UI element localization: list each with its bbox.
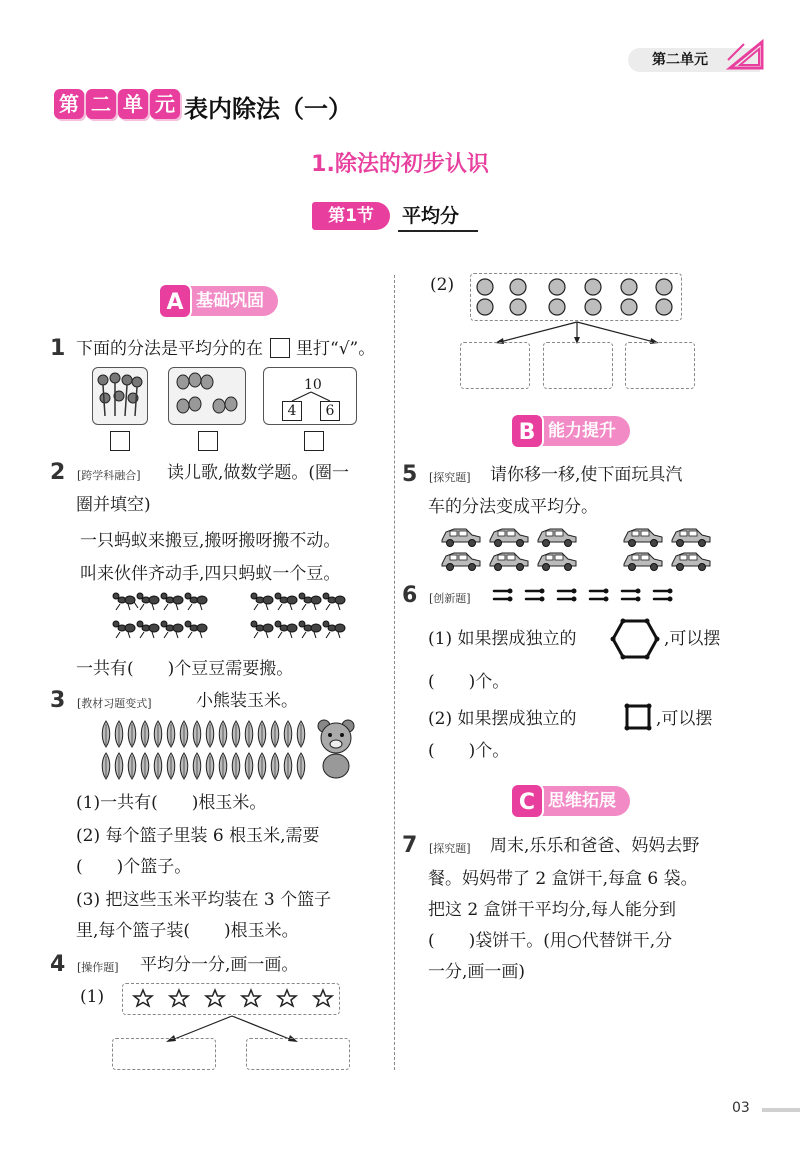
q4-circles-box [470, 273, 682, 321]
q7-line4: ( )袋饼干。(用○代替饼干,分 [428, 931, 673, 951]
circle-icon [585, 299, 601, 315]
q1-picture-flowers [92, 367, 148, 425]
q3-part3a: (3) 把这些玉米平均装在 3 个篮子 [76, 890, 332, 910]
section-a-letter: A [158, 283, 192, 319]
q1-answer-box-3[interactable] [304, 431, 324, 451]
circle-grid [471, 274, 680, 319]
star-icon [314, 990, 332, 1006]
circle-icon [656, 279, 672, 295]
q2-tag: [跨学科融合] [77, 469, 141, 482]
circle-icon [621, 279, 637, 295]
circle-icon [477, 299, 493, 315]
q4-part1-answer-box-2[interactable] [246, 1038, 350, 1070]
q1-tree-left: 4 [282, 401, 302, 421]
section-c-badge [510, 786, 630, 816]
header-unit-label: 第二单元 [652, 52, 708, 68]
q3-number: 3 [50, 688, 66, 713]
unit-title: 表内除法（一） [184, 95, 352, 123]
unit-badge-char: 二 [86, 89, 116, 119]
q1-text-after: 里打“√”。 [296, 339, 376, 359]
q1-picture-pears [168, 367, 246, 425]
square-icon [624, 703, 652, 731]
q6-part1c: ( )个。 [428, 672, 510, 692]
q5-line2: 车的分法变成平均分。 [428, 497, 598, 517]
q4-text: 平均分一分,画一画。 [140, 955, 299, 975]
q5-line1: 请你移一移,使下面玩具汽 [490, 465, 683, 485]
ant-group-left [110, 588, 210, 644]
q7-tag: [探究题] [429, 842, 471, 855]
corn-rows [100, 720, 310, 782]
q3-tag: [教材习题变式] [77, 697, 152, 710]
q3-part1: (1)一共有( )根玉米。 [76, 793, 267, 813]
flower-bunch-icon [93, 368, 146, 423]
q4-part2-answer-box-1[interactable] [460, 342, 530, 389]
section-b-badge [510, 416, 630, 446]
unit-badge [54, 89, 182, 119]
q3-part2a: (2) 每个篮子里装 6 根玉米,需要 [76, 826, 320, 846]
circle-icon [549, 279, 565, 295]
set-square-icon [726, 38, 766, 70]
q2-poem2: 叫来伙伴齐动手,四只蚂蚁一个豆。 [80, 564, 341, 584]
star-icon [206, 990, 224, 1006]
star-icon [242, 990, 260, 1006]
q3-text: 小熊装玉米。 [196, 691, 298, 711]
star-icon [278, 990, 296, 1006]
q1-tree-right: 6 [320, 401, 340, 421]
q1-tree-lines [264, 368, 358, 426]
circle-icon [621, 299, 637, 315]
page-number: 03 [732, 1100, 750, 1116]
q4-part2-label: (2) [430, 275, 455, 295]
q5-number: 5 [402, 462, 418, 487]
hexagon-icon [610, 617, 660, 661]
q6-part2b: ,可以摆 [656, 709, 713, 729]
q5-tag: [探究题] [429, 471, 471, 484]
section-title: 1.除法的初步认识 [311, 152, 489, 177]
q1-number: 1 [50, 336, 66, 361]
q1-tree-top: 10 [304, 377, 322, 393]
q6-tag: [创新题] [429, 592, 471, 605]
q1-text: 下面的分法是平均分的在 [76, 339, 263, 359]
q1-answer-box-1[interactable] [110, 431, 130, 451]
toy-cars [440, 524, 740, 574]
q7-line2: 餐。妈妈带了 2 盒饼干,每盒 6 袋。 [428, 869, 698, 889]
q2-number: 2 [50, 460, 66, 485]
circle-icon [656, 299, 672, 315]
circle-icon [510, 299, 526, 315]
lesson-name: 平均分 [398, 202, 478, 232]
q2-answer: 一共有( )个豆豆需要搬。 [76, 659, 294, 679]
q4-number: 4 [50, 952, 66, 977]
q2-poem1: 一只蚂蚁来搬豆,搬呀搬呀搬不动。 [80, 531, 341, 551]
q6-part1b: ,可以摆 [664, 629, 721, 649]
q6-part2c: ( )个。 [428, 741, 510, 761]
section-b-letter: B [510, 413, 544, 449]
matchsticks-row [490, 586, 690, 606]
q6-part2a: (2) 如果摆成独立的 [428, 709, 577, 729]
ant-group-right [248, 588, 348, 644]
pear-icon [169, 368, 244, 423]
section-c-label: 思维拓展 [548, 791, 616, 811]
circle-icon [510, 279, 526, 295]
q6-number: 6 [402, 583, 418, 608]
circle-icon [549, 299, 565, 315]
section-c-letter: C [510, 783, 544, 819]
q2-line1: 读儿歌,做数学题。(圈一 [167, 463, 350, 483]
section-b-label: 能力提升 [548, 421, 616, 441]
q7-line3: 把这 2 盒饼干平均分,每人能分到 [428, 900, 677, 920]
section-a-label: 基础巩固 [196, 291, 264, 311]
q4-stars-box [122, 983, 340, 1015]
q6-part1a: (1) 如果摆成独立的 [428, 629, 577, 649]
q4-part2-answer-box-3[interactable] [625, 342, 695, 389]
q1-answer-box-2[interactable] [198, 431, 218, 451]
q1-picture-tree [263, 367, 357, 425]
column-divider [394, 275, 395, 1070]
q4-part1-label: (1) [80, 987, 105, 1007]
matchstick-icon [494, 591, 510, 599]
unit-badge-char: 单 [118, 89, 148, 119]
q7-line1: 周末,乐乐和爸爸、妈妈去野 [490, 836, 700, 856]
q7-line5: 一分,画一画) [428, 962, 526, 982]
lesson-badge: 第1节 [312, 202, 390, 230]
unit-badge-char: 第 [54, 89, 84, 119]
bear-icon [314, 716, 360, 780]
q3-part3b: 里,每个篮子装( )根玉米。 [76, 921, 299, 941]
unit-badge-char: 元 [150, 89, 180, 119]
q4-part1-answer-box-1[interactable] [112, 1038, 216, 1070]
star-row [123, 984, 338, 1013]
q4-part2-answer-box-2[interactable] [543, 342, 613, 389]
q1-inline-box [270, 338, 290, 358]
circle-icon [585, 279, 601, 295]
circle-icon [477, 279, 493, 295]
q7-number: 7 [402, 833, 418, 858]
q4-tag: [操作题] [77, 961, 119, 974]
q3-part2b: ( )个篮子。 [76, 857, 192, 877]
q2-line2: 圈并填空) [76, 495, 151, 515]
star-icon [170, 990, 188, 1006]
section-a-badge [158, 286, 278, 316]
ant-icon [113, 593, 138, 610]
page-number-bar [762, 1108, 800, 1112]
star-icon [134, 990, 152, 1006]
